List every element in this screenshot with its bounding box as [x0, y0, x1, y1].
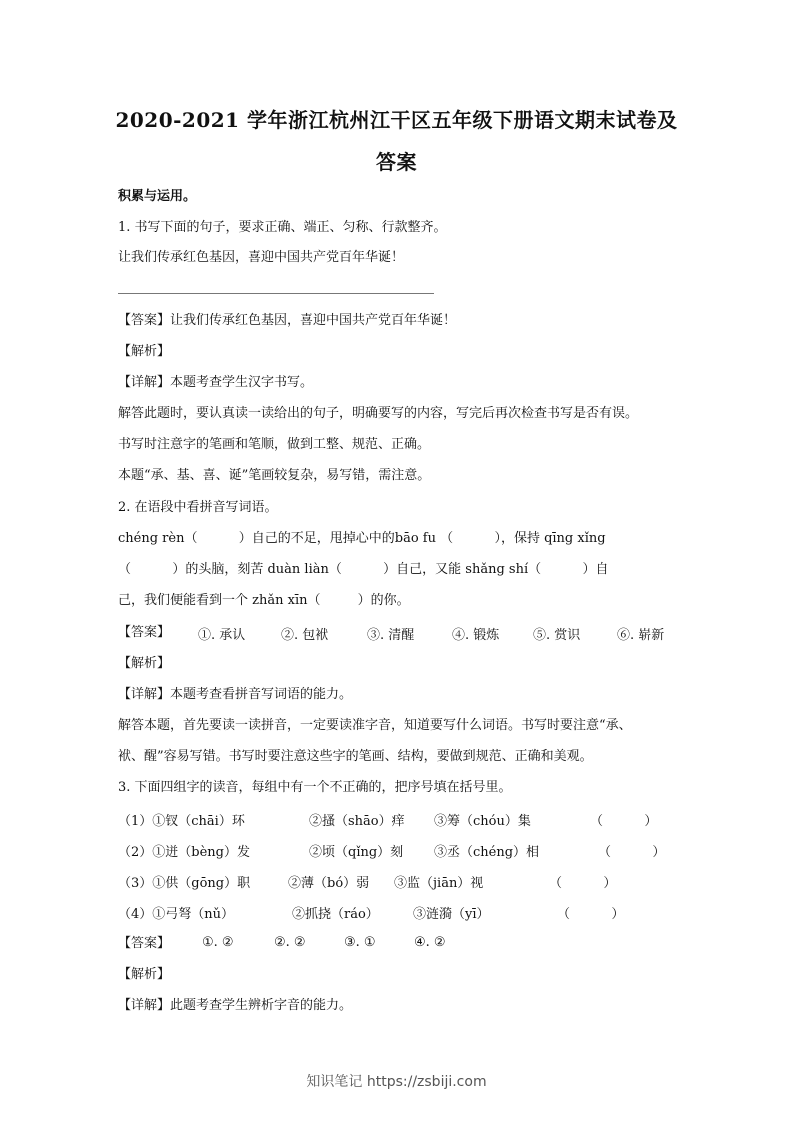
- q3-group4-a: （4）①弓弩（nǔ）: [118, 907, 235, 922]
- q3-answer-label: 【答案】: [118, 936, 171, 951]
- q3-group4-c: ③涟漪（yī）: [413, 907, 490, 922]
- q2-answer-6: ⑥. 崭新: [617, 628, 665, 643]
- q3-group1-a: （1）①钗（chāi）环: [118, 814, 245, 829]
- q3-answer-1: ①. ②: [202, 935, 234, 950]
- q2-answer-5: ⑤. 赏识: [533, 628, 581, 643]
- q2-analysis: 【解析】: [118, 656, 171, 671]
- q2-answer-label: 【答案】: [118, 625, 171, 640]
- q2-answer-2: ②. 包袱: [281, 628, 329, 643]
- document-title-line2: 答案: [376, 150, 417, 174]
- q3-group1-b: ②搔（shāo）痒: [309, 814, 405, 829]
- q1-para1: 解答此题时，要认真读一读给出的句子，明确要写的内容，写完后再次检查书写是否有误。: [118, 406, 639, 421]
- q3-group4-b: ②抓挠（ráo）: [292, 907, 379, 922]
- q3-detail: 【详解】此题考查学生辨析字音的能力。: [118, 998, 353, 1013]
- q3-answer-3: ③. ①: [344, 935, 376, 950]
- q1-para3: 本题“承、基、喜、诞”笔画较复杂，易写错，需注意。: [118, 468, 431, 483]
- section-heading: 积累与运用。: [118, 189, 197, 204]
- q2-para2: 袱、醒”容易写错。书写时要注意这些字的笔画、结构，要做到规范、正确和美观。: [118, 749, 593, 764]
- footer-watermark: 知识笔记 https://zsbiji.com: [306, 1074, 487, 1090]
- q2-line2: （ ）的头脑，刻苦 duàn liàn（ ）自己，又能 shǎng shí（ ）自: [118, 562, 609, 577]
- q1-para2: 书写时注意字的笔画和笔顺，做到工整、规范、正确。: [118, 437, 431, 452]
- q3-group2-blank: （ ）: [598, 845, 666, 860]
- q1-answer: 【答案】让我们传承红色基因，喜迎中国共产党百年华诞！: [118, 313, 457, 328]
- writing-line: [118, 293, 434, 294]
- q3-group3-b: ②薄（bó）弱: [288, 876, 370, 891]
- q3-prompt: 3. 下面四组字的读音，每组中有一个不正确的，把序号填在括号里。: [118, 780, 512, 795]
- q3-group2-b: ②顷（qǐng）刻: [309, 845, 404, 860]
- q2-line1: chéng rèn（ ）自己的不足，甩掉心中的bāo fu （ ），保持 qīng xǐng: [118, 531, 606, 546]
- q3-group2-c: ③丞（chéng）相: [434, 845, 540, 860]
- q1-prompt: 1. 书写下面的句子，要求正确、端正、匀称、行款整齐。: [118, 220, 447, 235]
- q2-para1: 解答本题，首先要读一读拼音，一定要读准字音，知道要写什么词语。书写时要注意“承、: [118, 718, 632, 733]
- q2-answer-3: ③. 清醒: [367, 628, 415, 643]
- q3-group3-a: （3）①供（gōng）职: [118, 876, 251, 891]
- q2-answer-4: ④. 锻炼: [452, 628, 500, 643]
- q3-group3-c: ③监（jiān）视: [394, 876, 484, 891]
- q3-group2-a: （2）①迸（bèng）发: [118, 845, 250, 860]
- q3-answer-2: ②. ②: [274, 935, 306, 950]
- q2-line3: 己，我们便能看到一个 zhǎn xīn（ ）的你。: [118, 593, 410, 608]
- q1-analysis: 【解析】: [118, 344, 171, 359]
- q3-answer-4: ④. ②: [414, 935, 446, 950]
- q2-answer-1: ①. 承认: [198, 628, 246, 643]
- q3-group1-blank: （ ）: [590, 814, 658, 829]
- q3-group4-blank: （ ）: [557, 907, 625, 922]
- q2-detail: 【详解】本题考查看拼音写词语的能力。: [118, 687, 353, 702]
- q3-group1-c: ③筹（chóu）集: [434, 814, 531, 829]
- document-title-line1: 2020-2021 学年浙江杭州江干区五年级下册语文期末试卷及: [115, 108, 678, 132]
- q1-detail: 【详解】本题考查学生汉字书写。: [118, 375, 314, 390]
- q3-analysis: 【解析】: [118, 967, 171, 982]
- q1-sentence: 让我们传承红色基因，喜迎中国共产党百年华诞！: [118, 250, 405, 265]
- q2-prompt: 2. 在语段中看拼音写词语。: [118, 500, 278, 515]
- q3-group3-blank: （ ）: [549, 876, 617, 891]
